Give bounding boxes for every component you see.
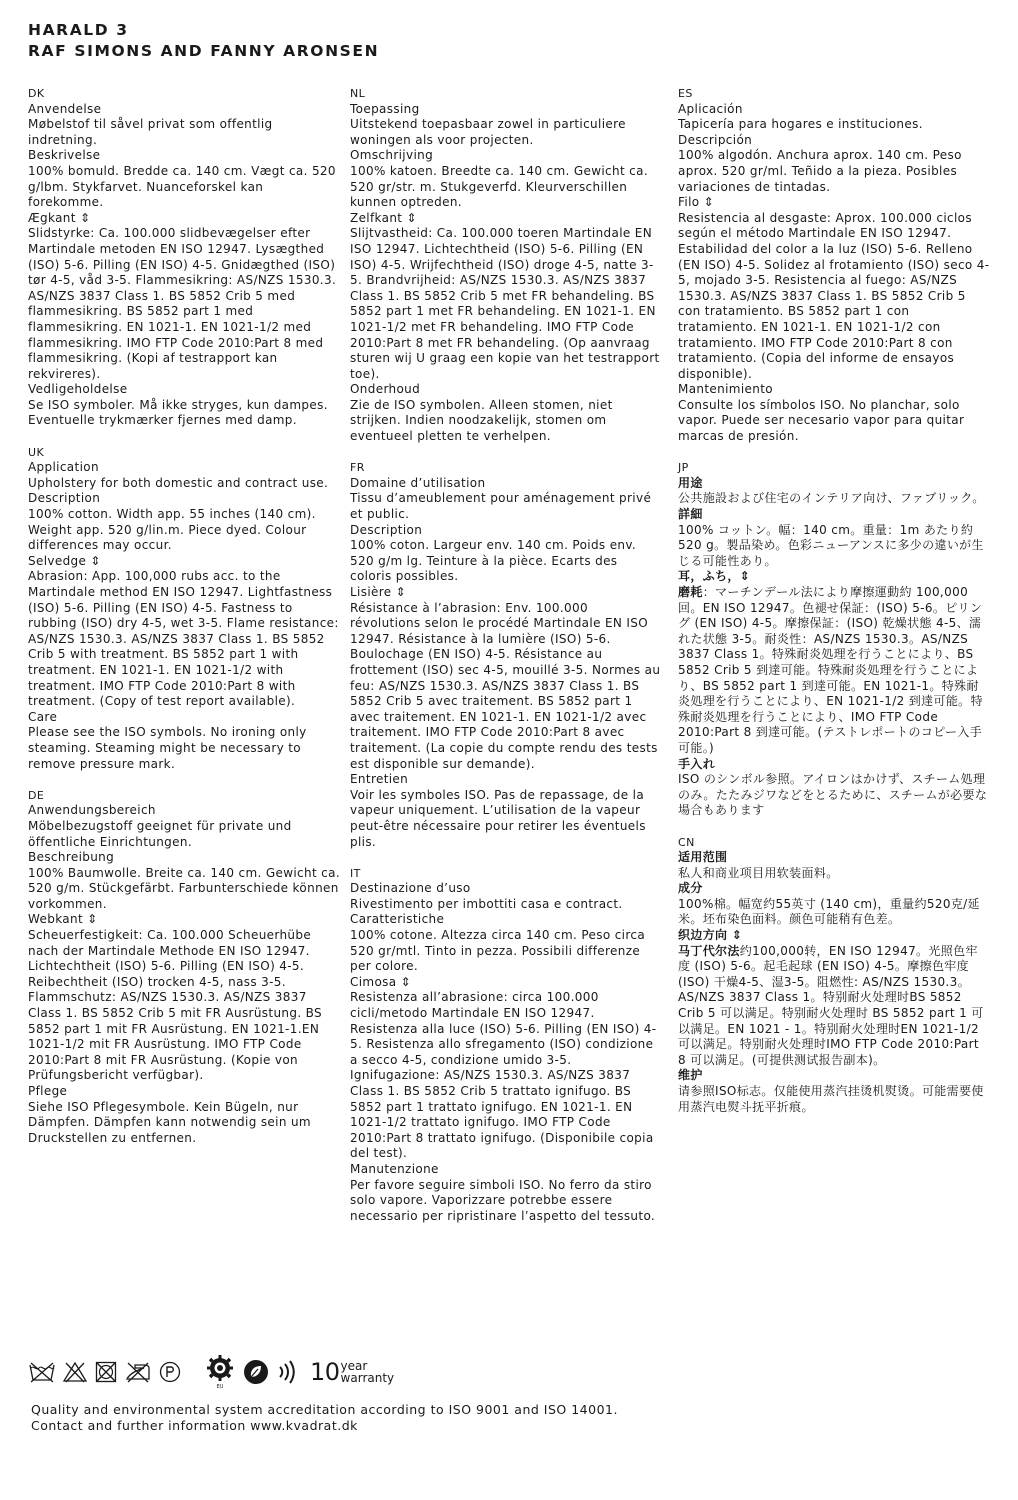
de-heading-selvedge: Webkant ⇕ bbox=[28, 912, 98, 927]
it-heading-selvedge: Cimosa ⇕ bbox=[350, 974, 412, 989]
cn-heading-selvedge: 织边方向 ⇕ bbox=[678, 928, 743, 943]
uk-text-application: Upholstery for both domestic and contract use. bbox=[28, 475, 329, 490]
footer-accreditation: Quality and environmental system accreditation according to ISO 9001 and ISO 14001. bbox=[31, 1402, 618, 1417]
jp-text-care: ISO のシンボル参照。アイロンはかけず、スチーム処理のみ。たたみジワなどをとるために、スチームが必要な場合もあります bbox=[678, 772, 988, 818]
acoustic-waves-icon bbox=[276, 1358, 298, 1386]
no-iron-icon bbox=[124, 1360, 152, 1384]
dk-text-application: Møbelstof til såvel privat som offentlig indretning. bbox=[28, 117, 273, 147]
it-heading-description: Caratteristiche bbox=[350, 912, 445, 927]
section-uk bbox=[28, 445, 340, 772]
nl-heading-selvedge: Zelfkant ⇕ bbox=[350, 210, 417, 225]
lang-code-dk: DK bbox=[28, 87, 45, 100]
uk-text-care: Please see the ISO symbols. No ironing only steaming. Steaming might be necessary to remove pressure mark. bbox=[28, 725, 307, 771]
lang-code-jp: JP bbox=[678, 461, 689, 475]
fr-heading-description: Description bbox=[350, 522, 423, 537]
de-heading-description: Beschreibung bbox=[28, 850, 115, 865]
nl-text-description: 100% katoen. Breedte ca. 140 cm. Gewicht ca. 520 gr/str. m. Stukgeverfd. Kleurverschillen kunnen optreden. bbox=[350, 163, 648, 210]
eu-ecolabel-icon bbox=[204, 1354, 236, 1390]
leaf-badge-icon bbox=[242, 1358, 270, 1386]
nl-text-selvedge: Slijtvastheid: Ca. 100.000 toeren Martindale EN ISO 12947. Lichtechtheid (ISO) 5-6. Pilling (EN ISO) 4-5. Wrijfechtheid (ISO) droge 4-5, natte 3-5. Brandvrijheid: AS/NZS 1530.3. AS/NZS 3837 Class 1. BS 5852 Crib 5 met FR behandeling. BS 5852 part 1 met FR behandeling. EN 1021-1. EN 1021-1/2 met FR behandeling. IMO FTP Code 2010:Part 8 met FR behandeling. (Op aanvraag sturen wij U graag een kopie van het testrapport toe). bbox=[350, 226, 660, 381]
cn-heading-application: 适用范围 bbox=[678, 850, 728, 865]
de-text-description: 100% Baumwolle. Breite ca. 140 cm. Gewicht ca. 520 g/m. Stückgefärbt. Farbunterschiede können vorkommen. bbox=[28, 865, 340, 911]
uk-heading-care: Care bbox=[28, 709, 58, 724]
cn-text-selvedge bbox=[678, 944, 990, 1069]
fr-text-care: Voir les symboles ISO. Pas de repassage, de la vapeur uniquement. L’utilisation de la vapeur peut-être nécessaire pour retirer les éventuels plis. bbox=[350, 787, 646, 849]
no-tumble-dry-icon bbox=[94, 1360, 118, 1384]
uk-heading-selvedge: Selvedge ⇕ bbox=[28, 553, 101, 568]
cn-heading-care: 维护 bbox=[678, 1068, 703, 1083]
nl-text-application: Uitstekend toepasbaar zowel in particuliere woningen als voor projecten. bbox=[350, 117, 626, 147]
lang-code-it: IT bbox=[350, 866, 361, 880]
section-fr bbox=[350, 460, 662, 850]
section-it bbox=[350, 866, 662, 1225]
nl-heading-application: Toepassing bbox=[350, 101, 420, 116]
designer-names: RAF SIMONS AND FANNY ARONSEN bbox=[28, 42, 380, 60]
uk-heading-description: Description bbox=[28, 491, 101, 506]
section-de bbox=[28, 788, 340, 1147]
jp-abrasion-text: ：マーチンデール法により摩擦運動約 100,000 回。EN ISO 12947。色褪せ保証：(ISO) 5-6。ピリング (EN ISO) 4-5。摩擦保証：(ISO) 乾燥状態 4-5、濡れた状態 3-5。耐炎性：AS/NZS 1530.3。AS/NZS 3837 Class 1。特殊耐炎処理を行うことにより、BS 5852 Crib 5 到達可能。特殊耐炎処理を行うことにより、BS 5852 part 1 到達可能。EN 1021-1。特殊耐炎処理を行うことにより、EN 1021-1/2 到達可能。特殊耐炎処理を行うことにより、IMO FTP Code 2010:Part 8 到達可能。(テストレポートのコピー入手可能。) bbox=[678, 585, 983, 755]
jp-heading-selvedge: 耳，ふち，⇕ bbox=[678, 569, 751, 584]
es-heading-selvedge: Filo ⇕ bbox=[678, 195, 715, 210]
es-text-care: Consulte los símbolos ISO. No planchar, solo vapor. Puede ser necesario vapor para quitar marcas de presión. bbox=[678, 397, 965, 444]
de-heading-application: Anwendungsbereich bbox=[28, 803, 156, 818]
jp-text-application: 公共施設および住宅のインテリア向け、ファブリック。 bbox=[678, 491, 985, 506]
nl-text-care: Zie de ISO symbolen. Alleen stomen, niet strijken. Indien noodzakelijk, stomen om eventueel pletten te verhelpen. bbox=[350, 397, 613, 444]
dk-heading-care: Vedligeholdelse bbox=[28, 382, 128, 397]
warranty-word: warranty bbox=[340, 1371, 395, 1385]
dk-text-description: 100% bomuld. Bredde ca. 140 cm. Vægt ca. 520 g/lbm. Stykfarvet. Nuanceforskel kan forekomme. bbox=[28, 163, 336, 210]
fr-text-selvedge: Résistance à l’abrasion: Env. 100.000 révolutions selon le procédé Martindale EN ISO 12947. Résistance à la lumière (ISO) 5-6. Boulochage (EN ISO) 4-5. Résistance au frottement (ISO) sec 4-5, mouillé 3-5. Normes au feu: AS/NZS 1530.3. AS/NZS 3837 Class 1. BS 5852 Crib 5 avec traitement. BS 5852 part 1 avec traitement. EN 1021-1. EN 1021-1/2 avec traitement. IMO FTP Code 2010:Part 8 avec traitement. (La copie du compte rendu des tests est disponible sur demande). bbox=[350, 600, 661, 771]
cn-text-application: 私人和商业项目用软装面料。 bbox=[678, 865, 839, 880]
lang-code-cn: CN bbox=[678, 835, 695, 849]
column-3 bbox=[678, 86, 990, 1131]
uk-text-description: 100% cotton. Width app. 55 inches (140 cm). Weight app. 520 g/lin.m. Piece dyed. Colour differences may occur. bbox=[28, 507, 316, 553]
de-text-selvedge: Scheuerfestigkeit: Ca. 100.000 Scheuerhübe nach der Martindale Methode EN ISO 12947. Lichtechtheit (ISO) 5-6. Pilling (EN ISO) 4-5. Reibechtheit (ISO) trocken 4-5, nass 3-5. Flammschutz: AS/NZS 1530.3. AS/NZS 3837 Class 1. BS 5852 Crib 5 mit FR Ausrüstung. BS 5852 part 1 mit FR Ausrüstung. EN 1021-1.EN 1021-1/2 mit FR Ausrüstung. IMO FTP Code 2010:Part 8 mit FR Ausrüstung. (Kopie von Prüfungsbericht verfügbar). bbox=[28, 928, 322, 1083]
es-heading-application: Aplicación bbox=[678, 101, 743, 116]
it-text-application: Rivestimento per imbottiti casa e contract. bbox=[350, 896, 623, 911]
de-text-application: Möbelbezugstoff geeignet für private und öffentliche Einrichtungen. bbox=[28, 818, 292, 849]
de-text-care: Siehe ISO Pflegesymbole. Kein Bügeln, nur Dämpfen. Dämpfen kann notwendig sein um Druckstellen zu entfernen. bbox=[28, 1099, 311, 1145]
it-text-selvedge: Resistenza all’abrasione: circa 100.000 cicli/metodo Martindale EN ISO 12947. Resistenza alla luce (ISO) 5-6. Pilling (EN ISO) 4-5. Resistenza allo sfregamento (ISO) condizione a secco 4-5, condizione umido 3-5. Ignifugazione: AS/NZS 1530.3. AS/NZS 3837 Class 1. BS 5852 Crib 5 trattato ignifugo. BS 5852 part 1 trattato ignifugo. EN 1021-1. EN 1021-1/2 trattato ignifugo. IMO FTP Code 2010:Part 8 trattato ignifugo. (Disponibile copia del test). bbox=[350, 990, 657, 1161]
dry-clean-p-icon bbox=[158, 1360, 182, 1384]
nl-heading-description: Omschrijving bbox=[350, 148, 434, 163]
de-heading-care: Pflege bbox=[28, 1084, 68, 1098]
cn-text-care: 请参照ISO标志。仅能使用蒸汽挂烫机熨烫。可能需要使用蒸汽电熨斗抚平折痕。 bbox=[678, 1084, 984, 1114]
footer bbox=[31, 1402, 618, 1434]
fr-heading-application: Domaine d’utilisation bbox=[350, 475, 486, 490]
care-symbols-row bbox=[28, 1352, 394, 1392]
fr-text-description: 100% coton. Largeur env. 140 cm. Poids env. 520 g/m lg. Teinture à la pièce. Ecarts des coloris possibles. bbox=[350, 538, 637, 584]
it-heading-care: Manutenzione bbox=[350, 1161, 439, 1176]
warranty-unit: year bbox=[340, 1359, 368, 1373]
eu-ecolabel-text: EU bbox=[216, 1384, 224, 1390]
warranty-number: 10 bbox=[310, 1358, 340, 1386]
warranty-label bbox=[341, 1360, 395, 1384]
cn-heading-description: 成分 bbox=[678, 881, 703, 896]
jp-text-selvedge bbox=[678, 585, 990, 757]
it-heading-application: Destinazione d’uso bbox=[350, 881, 471, 896]
product-name: HARALD 3 bbox=[28, 21, 129, 39]
lang-code-es: ES bbox=[678, 87, 693, 100]
es-text-selvedge: Resistencia al desgaste: Aprox. 100.000 ciclos según el método Martindale EN ISO 12947. Estabilidad del color a la luz (ISO) 5-6. Relleno (EN ISO) 4-5. Solidez al frotamiento (ISO) seco 4-5, mojado 3-5. Resistencia al fuego: AS/NZS 1530.3. AS/NZS 3837 Class 1. BS 5852 Crib 5 con tratamiento. BS 5852 part 1 con tratamiento. EN 1021-1. EN 1021-1/2 con tratamiento. IMO FTP Code 2010:Part 8 con tratamiento. (Copia del informe de ensayos disponible). bbox=[678, 210, 990, 381]
document-header bbox=[28, 20, 379, 62]
footer-contact: Contact and further information www.kvadrat.dk bbox=[31, 1418, 358, 1433]
dk-text-selvedge: Slidstyrke: Ca. 100.000 slidbevægelser efter Martindale metoden EN ISO 12947. Lysægthed (ISO) 5-6. Pilling (EN ISO) 4-5. Gnidægthed (ISO) tør 4-5, våd 3-5. Flammesikring: AS/NZS 1530.3. AS/NZS 3837 Class 1. BS 5852 Crib 5 med flammesikring. BS 5852 part 1 med flammesikring. EN 1021-1. EN 1021-1/2 med flammesikring. IMO FTP Code 2010:Part 8 med flammesikring. (Kopi af testrapport kan rekvireres). bbox=[28, 226, 337, 381]
warranty-badge bbox=[310, 1360, 394, 1384]
jp-heading-description: 詳細 bbox=[678, 507, 703, 522]
jp-abrasion-label: 磨耗 bbox=[678, 585, 703, 599]
dk-heading-description: Beskrivelse bbox=[28, 148, 101, 163]
lang-code-uk: UK bbox=[28, 445, 45, 459]
section-es bbox=[678, 86, 990, 445]
fr-heading-selvedge: Lisière ⇕ bbox=[350, 585, 407, 599]
dk-heading-application: Anvendelse bbox=[28, 101, 102, 116]
no-wash-icon bbox=[28, 1360, 56, 1384]
jp-heading-care: 手入れ bbox=[678, 756, 716, 771]
section-cn bbox=[678, 835, 990, 1116]
no-bleach-icon bbox=[62, 1360, 88, 1384]
fr-heading-care: Entretien bbox=[350, 772, 409, 787]
nl-heading-care: Onderhoud bbox=[350, 382, 421, 397]
column-1 bbox=[28, 86, 340, 1162]
es-heading-care: Mantenimiento bbox=[678, 382, 773, 397]
dk-text-care: Se ISO symboler. Må ikke stryges, kun dampes. Eventuelle trykmærker fjernes med damp. bbox=[28, 397, 328, 428]
lang-code-nl: NL bbox=[350, 87, 366, 100]
cn-text-description: 100%棉。幅宽约55英寸 (140 cm)，重量约520克/延米。坯布染色面料。颜色可能稍有色差。 bbox=[678, 896, 980, 927]
section-dk bbox=[28, 86, 340, 429]
section-nl bbox=[350, 86, 662, 445]
jp-heading-application: 用途 bbox=[678, 475, 703, 490]
uk-heading-application: Application bbox=[28, 460, 99, 475]
section-jp bbox=[678, 460, 990, 819]
it-text-care: Per favore seguire simboli ISO. No ferro da stiro solo vapore. Vaporizzare potrebbe essere necessario per ripristinare l’aspetto del tessuto. bbox=[350, 1177, 656, 1223]
dk-heading-selvedge: Ægkant ⇕ bbox=[28, 210, 91, 225]
es-text-application: Tapicería para hogares e instituciones. bbox=[678, 117, 923, 132]
column-2 bbox=[350, 86, 662, 1240]
es-heading-description: Descripción bbox=[678, 132, 753, 147]
uk-text-selvedge: Abrasion: App. 100,000 rubs acc. to the Martindale method EN ISO 12947. Lightfastness (ISO) 5-6. Pilling (EN ISO) 4-5. Fastness to rubbing (ISO) dry 4-5, wet 3-5. Flame resistance: AS/NZS 1530.3. AS/NZS 3837 Class 1. BS 5852 Crib 5 with treatment. BS 5852 part 1 with treatment. EN 1021-1. EN 1021-1/2 with treatment. IMO FTP Code 2010:Part 8 with treatment. (Copy of test report available). bbox=[28, 569, 339, 709]
cn-abrasion-text: 约100,000转，EN ISO 12947。光照色牢度 (ISO) 5-6。起毛起球 (EN ISO) 4-5。摩擦色牢度 (ISO) 干燥4-5、湿3-5。阻燃性: AS/NZS 1530.3。AS/NZS 3837 Class 1。特别耐火处理时BS 5852 Crib 5 可以满足。特别耐火处理时 BS 5852 part 1 可以满足。EN 1021 - 1。特别耐火处理时EN 1021-1/2 可以满足。特别耐火处理时IMO FTP Code 2010:Part 8 可以满足。(可提供测试报告副本)。 bbox=[678, 943, 984, 1067]
cn-abrasion-label: 马丁代尔法 bbox=[678, 943, 740, 958]
fr-text-application: Tissu d’ameublement pour aménagement privé et public. bbox=[350, 491, 652, 522]
es-text-description: 100% algodón. Anchura aprox. 140 cm. Peso aprox. 520 gr/ml. Teñido a la pieza. Posibles variaciones de tintadas. bbox=[678, 148, 962, 194]
jp-text-description: 100% コットン。幅：140 cm。重量：1m あたり約 520 g。製品染め。色彩ニューアンスに多少の違いが生じる可能性あり。 bbox=[678, 522, 984, 568]
it-text-description: 100% cotone. Altezza circa 140 cm. Peso circa 520 gr/mtl. Tinto in pezza. Possibili differenze per colore. bbox=[350, 928, 646, 974]
lang-code-fr: FR bbox=[350, 461, 365, 475]
lang-code-de: DE bbox=[28, 788, 45, 802]
